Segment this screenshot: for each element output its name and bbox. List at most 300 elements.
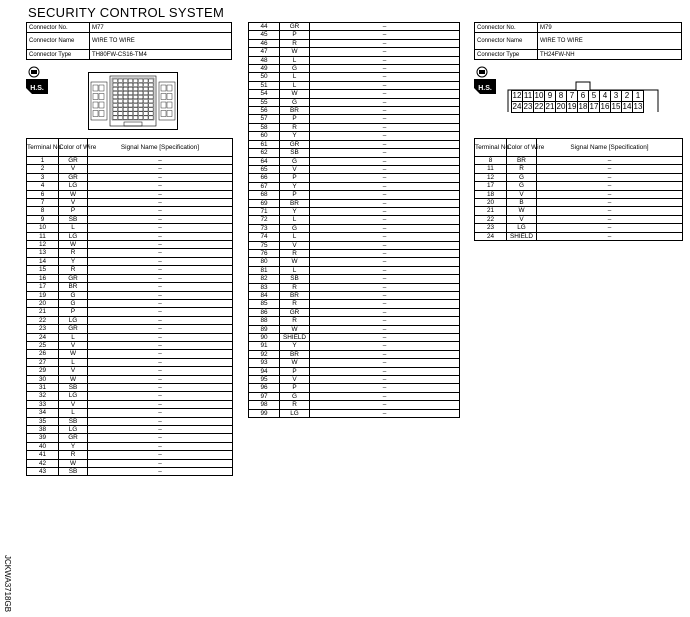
pin-cell bbox=[149, 112, 153, 115]
signal-cell: – bbox=[88, 358, 233, 366]
color-cell: W bbox=[280, 359, 310, 367]
color-cell: GR bbox=[59, 173, 88, 181]
color-cell: G bbox=[59, 299, 88, 307]
terminal-cell: 21 bbox=[27, 308, 59, 316]
terminal-cell: 31 bbox=[27, 383, 59, 391]
table-row bbox=[475, 190, 683, 198]
signal-cell: – bbox=[310, 308, 460, 316]
terminal-cell: 8 bbox=[475, 157, 507, 165]
table-row bbox=[249, 308, 460, 316]
terminal-cell: 92 bbox=[249, 350, 280, 358]
connector-pin: 5 bbox=[589, 91, 600, 101]
color-cell: P bbox=[280, 367, 310, 375]
signal-cell: – bbox=[88, 190, 233, 198]
color-cell: GR bbox=[280, 23, 310, 31]
col-terminal-header: Terminal No. bbox=[27, 139, 59, 157]
table-row bbox=[249, 224, 460, 232]
connector-pin: 21 bbox=[545, 102, 555, 111]
table-row bbox=[249, 401, 460, 409]
table-row bbox=[249, 300, 460, 308]
signal-cell: – bbox=[537, 224, 683, 232]
connector-pin: 18 bbox=[578, 102, 588, 111]
terminal-cell: 47 bbox=[249, 48, 280, 56]
terminal-cell: 84 bbox=[249, 292, 280, 300]
connector-pin: 17 bbox=[589, 102, 599, 111]
pin-cell bbox=[118, 79, 122, 82]
signal-cell: – bbox=[310, 409, 460, 417]
pin-cell bbox=[161, 85, 166, 91]
color-cell: V bbox=[280, 376, 310, 384]
color-cell: GR bbox=[59, 434, 88, 442]
signal-cell: – bbox=[310, 334, 460, 342]
terminal-cell: 49 bbox=[249, 65, 280, 73]
terminal-cell: 91 bbox=[249, 342, 280, 350]
pin-cell bbox=[139, 91, 143, 94]
signal-cell: – bbox=[88, 232, 233, 240]
signal-cell: – bbox=[88, 224, 233, 232]
signal-cell: – bbox=[88, 199, 233, 207]
pin-cell bbox=[128, 87, 132, 90]
terminal-cell: 60 bbox=[249, 132, 280, 140]
pin-cell bbox=[123, 116, 127, 119]
terminal-cell: 24 bbox=[27, 333, 59, 341]
pin-cell bbox=[144, 83, 148, 86]
connector-no-label: Connector No. bbox=[475, 23, 538, 33]
color-cell: W bbox=[59, 241, 88, 249]
terminal-cell: 3 bbox=[27, 173, 59, 181]
pin-cell bbox=[118, 108, 122, 111]
terminal-cell: 76 bbox=[249, 249, 280, 257]
signal-cell: – bbox=[88, 266, 233, 274]
terminal-cell: 95 bbox=[249, 376, 280, 384]
signal-cell: – bbox=[310, 292, 460, 300]
signal-cell: – bbox=[88, 249, 233, 257]
signal-cell: – bbox=[88, 316, 233, 324]
signal-cell: – bbox=[310, 224, 460, 232]
pin-cell bbox=[128, 95, 132, 98]
terminal-cell: 71 bbox=[249, 207, 280, 215]
connector-type: TH24FW-NH bbox=[538, 50, 682, 60]
terminal-cell: 17 bbox=[475, 182, 507, 190]
terminal-cell: 50 bbox=[249, 73, 280, 81]
color-cell: P bbox=[280, 174, 310, 182]
signal-cell: – bbox=[310, 384, 460, 392]
color-cell: SB bbox=[59, 215, 88, 223]
connector-name: WIRE TO WIRE bbox=[90, 33, 232, 50]
color-cell: G bbox=[280, 65, 310, 73]
signal-cell: – bbox=[88, 375, 233, 383]
signal-cell: – bbox=[310, 376, 460, 384]
connector-pin: 1 bbox=[635, 91, 641, 100]
color-cell: P bbox=[59, 207, 88, 215]
pin-cell bbox=[93, 102, 98, 108]
col-terminal-header: Terminal No. bbox=[475, 139, 507, 157]
pin-cell bbox=[113, 79, 117, 82]
table-row bbox=[249, 31, 460, 39]
connector-info-right bbox=[474, 22, 682, 60]
pin-cell bbox=[93, 85, 98, 91]
pin-cell bbox=[123, 108, 127, 111]
pin-cell bbox=[161, 102, 166, 108]
pin-cell bbox=[139, 108, 143, 111]
connector-pin: 10 bbox=[534, 91, 544, 100]
color-cell: BR bbox=[280, 107, 310, 115]
signal-cell: – bbox=[310, 149, 460, 157]
table-row bbox=[249, 283, 460, 291]
color-cell: L bbox=[280, 56, 310, 64]
pin-cell bbox=[167, 102, 172, 108]
color-cell: LG bbox=[59, 426, 88, 434]
connector-m77-face-icon bbox=[88, 72, 178, 130]
signal-cell: – bbox=[310, 182, 460, 190]
signal-cell: – bbox=[88, 308, 233, 316]
table-row bbox=[475, 215, 683, 223]
table-row bbox=[249, 207, 460, 215]
table-row bbox=[249, 191, 460, 199]
terminal-cell: 22 bbox=[27, 316, 59, 324]
pin-cell bbox=[113, 95, 117, 98]
color-cell: W bbox=[280, 258, 310, 266]
signal-cell: – bbox=[310, 266, 460, 274]
pin-cell bbox=[118, 87, 122, 90]
pin-cell bbox=[139, 87, 143, 90]
table-row bbox=[27, 392, 233, 400]
terminal-cell: 23 bbox=[475, 224, 507, 232]
connector-name-label: Connector Name bbox=[27, 33, 90, 50]
color-cell: BR bbox=[280, 292, 310, 300]
signal-cell: – bbox=[537, 182, 683, 190]
pin-cell bbox=[133, 87, 137, 90]
pin-cell bbox=[113, 91, 117, 94]
terminal-cell: 12 bbox=[475, 173, 507, 181]
color-cell: Y bbox=[280, 207, 310, 215]
pin-cell bbox=[139, 95, 143, 98]
pin-cell bbox=[118, 100, 122, 103]
signal-cell: – bbox=[88, 383, 233, 391]
pin-cell bbox=[128, 91, 132, 94]
signal-cell: – bbox=[310, 90, 460, 98]
connector-pin: 14 bbox=[622, 102, 632, 111]
terminal-cell: 56 bbox=[249, 107, 280, 115]
color-cell: SB bbox=[280, 275, 310, 283]
signal-cell: – bbox=[310, 65, 460, 73]
terminal-cell: 11 bbox=[475, 165, 507, 173]
pin-cell bbox=[123, 112, 127, 115]
table-row bbox=[249, 367, 460, 375]
table-row bbox=[249, 384, 460, 392]
color-cell: R bbox=[280, 39, 310, 47]
terminal-cell: 27 bbox=[27, 358, 59, 366]
terminal-cell: 9 bbox=[27, 215, 59, 223]
color-cell: R bbox=[280, 123, 310, 131]
color-cell: SB bbox=[59, 383, 88, 391]
signal-cell: – bbox=[310, 367, 460, 375]
signal-cell: – bbox=[537, 190, 683, 198]
signal-cell: – bbox=[310, 48, 460, 56]
pin-cell bbox=[123, 95, 127, 98]
color-cell: W bbox=[280, 48, 310, 56]
color-cell: LG bbox=[507, 224, 537, 232]
color-cell: Y bbox=[280, 182, 310, 190]
color-cell: L bbox=[280, 233, 310, 241]
terminal-cell: 40 bbox=[27, 442, 59, 450]
page-title: SECURITY CONTROL SYSTEM bbox=[28, 5, 225, 20]
signal-cell: – bbox=[88, 426, 233, 434]
pin-cell bbox=[133, 104, 137, 107]
table-row bbox=[475, 173, 683, 181]
connector-type-label: Connector Type bbox=[475, 50, 538, 60]
figure-id: JCKWA3718GB bbox=[3, 555, 12, 613]
pin-cell bbox=[133, 100, 137, 103]
table-row bbox=[27, 199, 233, 207]
pin-cell bbox=[113, 83, 117, 86]
signal-cell: – bbox=[88, 207, 233, 215]
color-cell: G bbox=[280, 157, 310, 165]
color-cell: V bbox=[280, 241, 310, 249]
table-row bbox=[249, 140, 460, 148]
pin-cell bbox=[113, 108, 117, 111]
terminal-cell: 80 bbox=[249, 258, 280, 266]
table-row bbox=[249, 258, 460, 266]
terminal-cell: 51 bbox=[249, 81, 280, 89]
pin-cell bbox=[149, 79, 153, 82]
col-signal-header: Signal Name [Specification] bbox=[88, 139, 233, 157]
table-row bbox=[249, 325, 460, 333]
color-cell: L bbox=[59, 409, 88, 417]
terminal-cell: 12 bbox=[27, 241, 59, 249]
signal-cell: – bbox=[310, 123, 460, 131]
table-row bbox=[249, 98, 460, 106]
hs-label: H.S. bbox=[478, 85, 492, 92]
color-cell: LG bbox=[59, 392, 88, 400]
signal-cell: – bbox=[88, 283, 233, 291]
terminal-cell: 30 bbox=[27, 375, 59, 383]
color-cell: W bbox=[59, 375, 88, 383]
table-row bbox=[27, 316, 233, 324]
table-row bbox=[475, 207, 683, 215]
connector-type: TH80FW-CS16-TM4 bbox=[90, 50, 232, 60]
color-cell: R bbox=[59, 249, 88, 257]
table-row bbox=[249, 165, 460, 173]
pin-cell bbox=[144, 108, 148, 111]
color-cell: R bbox=[59, 266, 88, 274]
terminal-cell: 14 bbox=[27, 257, 59, 265]
signal-cell: – bbox=[88, 157, 233, 165]
pin-cell bbox=[139, 79, 143, 82]
signal-cell: – bbox=[310, 207, 460, 215]
table-row bbox=[249, 334, 460, 342]
col-color-header: Color of Wire bbox=[59, 139, 88, 157]
pin-cell bbox=[149, 91, 153, 94]
color-cell: GR bbox=[280, 308, 310, 316]
color-cell: L bbox=[280, 266, 310, 274]
table-row bbox=[249, 392, 460, 400]
signal-cell: – bbox=[88, 173, 233, 181]
color-cell: GR bbox=[280, 140, 310, 148]
color-cell: V bbox=[59, 400, 88, 408]
pin-cell bbox=[118, 116, 122, 119]
terminal-cell: 88 bbox=[249, 317, 280, 325]
harness-side-icon bbox=[474, 66, 496, 94]
table-row bbox=[27, 207, 233, 215]
signal-cell: – bbox=[310, 300, 460, 308]
table-row bbox=[27, 426, 233, 434]
connector-m79-face bbox=[508, 90, 644, 114]
color-cell: Y bbox=[280, 132, 310, 140]
signal-cell: – bbox=[537, 173, 683, 181]
table-row bbox=[27, 468, 233, 476]
connector-pin: 4 bbox=[600, 91, 611, 101]
signal-cell: – bbox=[310, 31, 460, 39]
pin-cell bbox=[118, 95, 122, 98]
connector-pin: 24 bbox=[512, 102, 522, 111]
connector-pin: 23 bbox=[523, 102, 533, 111]
pin-cell bbox=[123, 100, 127, 103]
connector-no: M79 bbox=[538, 23, 682, 33]
color-cell: GR bbox=[59, 325, 88, 333]
signal-cell: – bbox=[88, 241, 233, 249]
pin-cell bbox=[128, 79, 132, 82]
table-row bbox=[27, 367, 233, 375]
table-row bbox=[27, 333, 233, 341]
terminal-cell: 21 bbox=[475, 207, 507, 215]
pin-cell bbox=[133, 79, 137, 82]
signal-cell: – bbox=[88, 165, 233, 173]
pin-cell bbox=[123, 87, 127, 90]
color-cell: W bbox=[280, 325, 310, 333]
table-row bbox=[27, 434, 233, 442]
table-row bbox=[27, 283, 233, 291]
table-row bbox=[475, 165, 683, 173]
signal-cell: – bbox=[88, 434, 233, 442]
terminal-cell: 6 bbox=[27, 190, 59, 198]
table-row bbox=[475, 182, 683, 190]
connector-no-label: Connector No. bbox=[27, 23, 90, 33]
terminal-cell: 41 bbox=[27, 451, 59, 459]
connector-pin: 2 bbox=[622, 91, 633, 101]
connector-pin: 16 bbox=[600, 102, 610, 111]
pin-cell bbox=[99, 94, 104, 100]
pin-cell bbox=[118, 104, 122, 107]
terminal-cell: 93 bbox=[249, 359, 280, 367]
pin-cell bbox=[149, 100, 153, 103]
signal-cell: – bbox=[88, 459, 233, 467]
signal-cell: – bbox=[310, 317, 460, 325]
pin-cell bbox=[144, 112, 148, 115]
color-cell: R bbox=[280, 249, 310, 257]
pin-cell bbox=[149, 87, 153, 90]
connector-name: WIRE TO WIRE bbox=[538, 33, 682, 50]
terminal-cell: 20 bbox=[475, 199, 507, 207]
table-row bbox=[27, 266, 233, 274]
color-cell: B bbox=[507, 199, 537, 207]
terminal-cell: 90 bbox=[249, 334, 280, 342]
table-row bbox=[27, 350, 233, 358]
signal-cell: – bbox=[88, 409, 233, 417]
pin-cell bbox=[144, 116, 148, 119]
pin-cell bbox=[149, 83, 153, 86]
pin-cell bbox=[123, 104, 127, 107]
signal-cell: – bbox=[310, 98, 460, 106]
connector-pin: 6 bbox=[578, 91, 589, 101]
pin-cell bbox=[128, 116, 132, 119]
color-cell: R bbox=[280, 401, 310, 409]
terminal-cell: 74 bbox=[249, 233, 280, 241]
color-cell: L bbox=[280, 216, 310, 224]
signal-cell: – bbox=[310, 140, 460, 148]
pin-cell bbox=[139, 112, 143, 115]
terminal-table-1 bbox=[26, 138, 233, 476]
terminal-cell: 85 bbox=[249, 300, 280, 308]
color-cell: BR bbox=[59, 283, 88, 291]
pin-cell bbox=[113, 87, 117, 90]
table-row bbox=[27, 224, 233, 232]
col-signal-header: Signal Name [Specification] bbox=[537, 139, 683, 157]
terminal-cell: 46 bbox=[249, 39, 280, 47]
terminal-cell: 17 bbox=[27, 283, 59, 291]
table-row bbox=[27, 241, 233, 249]
terminal-cell: 1 bbox=[27, 157, 59, 165]
signal-cell: – bbox=[310, 359, 460, 367]
signal-cell: – bbox=[310, 39, 460, 47]
terminal-cell: 8 bbox=[27, 207, 59, 215]
pin-cell bbox=[93, 111, 98, 117]
signal-cell: – bbox=[310, 233, 460, 241]
terminal-cell: 34 bbox=[27, 409, 59, 417]
color-cell: LG bbox=[59, 232, 88, 240]
table-row bbox=[249, 90, 460, 98]
terminal-cell: 98 bbox=[249, 401, 280, 409]
pin-grid bbox=[511, 90, 644, 113]
table-row bbox=[27, 182, 233, 190]
terminal-cell: 35 bbox=[27, 417, 59, 425]
signal-cell: – bbox=[537, 199, 683, 207]
table-row bbox=[249, 39, 460, 47]
signal-cell: – bbox=[88, 215, 233, 223]
color-cell: L bbox=[59, 333, 88, 341]
table-row bbox=[249, 275, 460, 283]
terminal-cell: 48 bbox=[249, 56, 280, 64]
table-row bbox=[27, 451, 233, 459]
color-cell: R bbox=[280, 300, 310, 308]
color-cell: G bbox=[59, 291, 88, 299]
pin-cell bbox=[118, 91, 122, 94]
terminal-cell: 81 bbox=[249, 266, 280, 274]
pin-cell bbox=[139, 100, 143, 103]
pin-cell bbox=[113, 104, 117, 107]
terminal-cell: 26 bbox=[27, 350, 59, 358]
terminal-cell: 16 bbox=[27, 274, 59, 282]
table-row bbox=[27, 358, 233, 366]
color-cell: G bbox=[280, 224, 310, 232]
color-cell: W bbox=[280, 90, 310, 98]
connector-pin: 19 bbox=[567, 102, 577, 111]
signal-cell: – bbox=[88, 367, 233, 375]
terminal-cell: 23 bbox=[27, 325, 59, 333]
terminal-cell: 11 bbox=[27, 232, 59, 240]
terminal-cell: 42 bbox=[27, 459, 59, 467]
terminal-cell: 66 bbox=[249, 174, 280, 182]
signal-cell: – bbox=[537, 215, 683, 223]
color-cell: P bbox=[59, 308, 88, 316]
terminal-cell: 55 bbox=[249, 98, 280, 106]
pin-cell bbox=[128, 108, 132, 111]
color-cell: BR bbox=[507, 157, 537, 165]
connector-pin: 8 bbox=[556, 91, 567, 101]
connector-name-label: Connector Name bbox=[475, 33, 538, 50]
terminal-cell: 72 bbox=[249, 216, 280, 224]
terminal-cell: 45 bbox=[249, 31, 280, 39]
